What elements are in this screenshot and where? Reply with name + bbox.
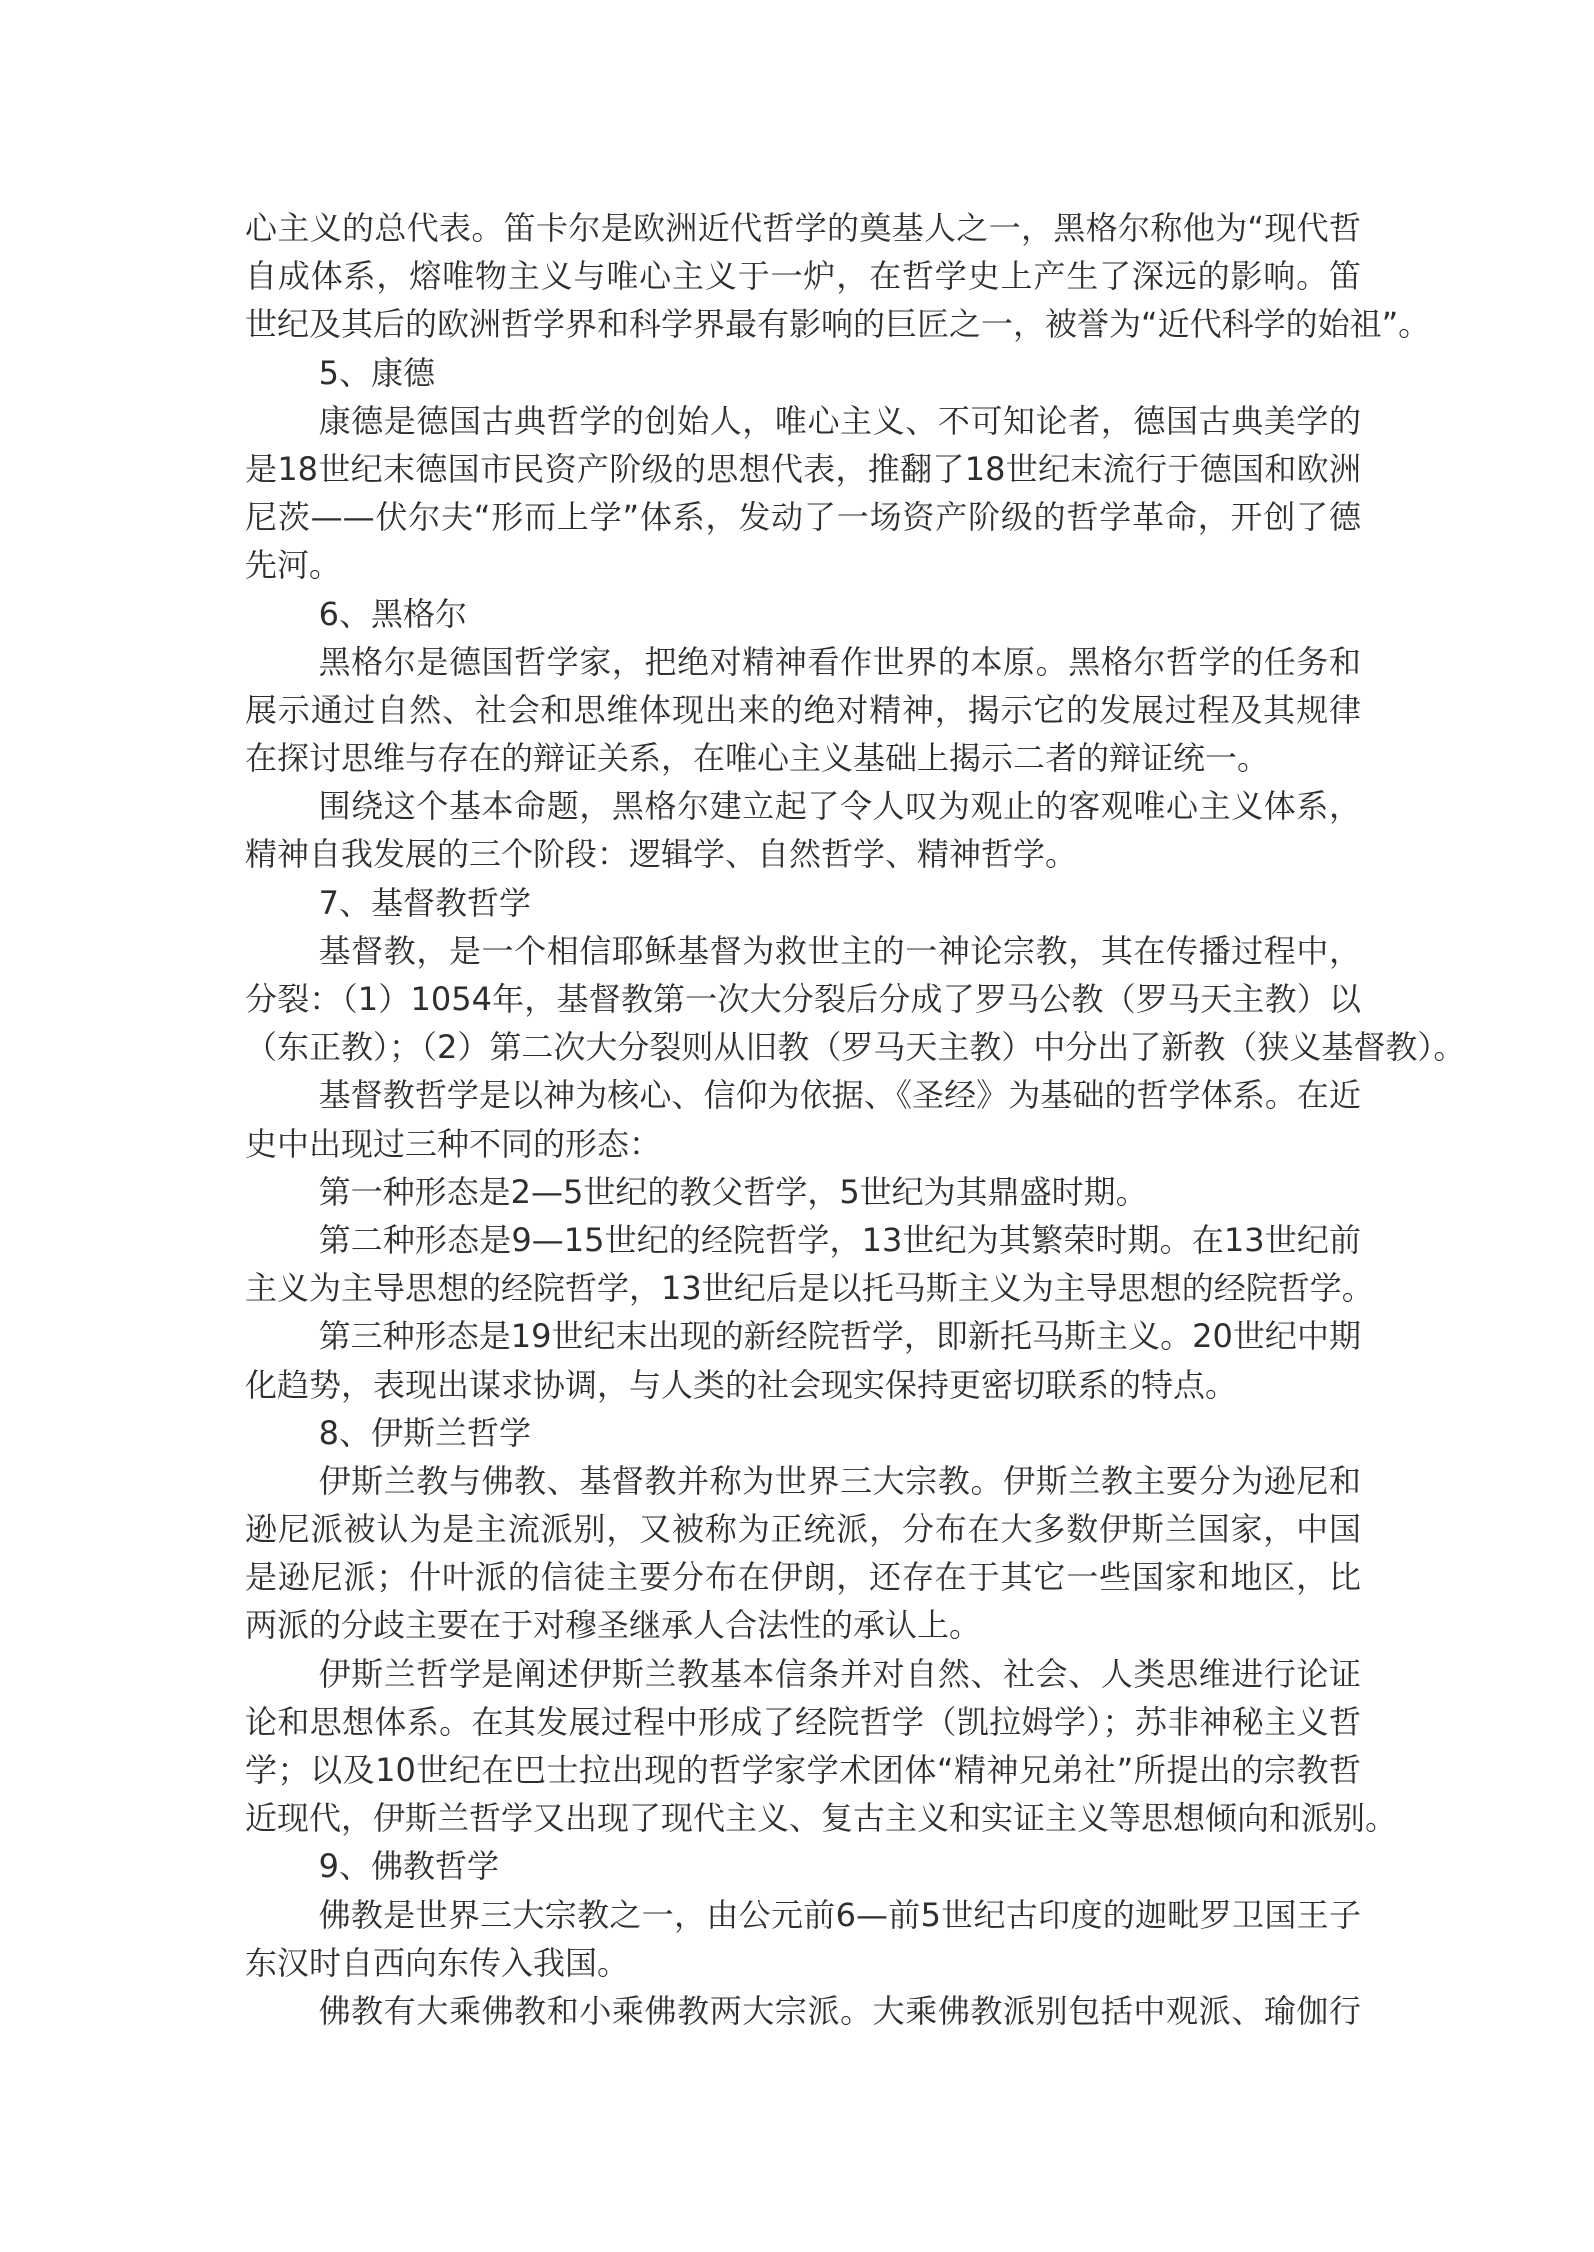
text-line: 基督教，是一个相信耶稣基督为救世主的一神论宗教，其在传播过程中， — [318, 931, 1361, 970]
paragraph — [245, 1071, 1361, 1167]
text-line: 两派的分歧主要在于对穆圣继承人合法性的承认上。 — [245, 1606, 982, 1645]
text-line: 伊斯兰哲学是阐述伊斯兰教基本信条并对自然、社会、人类思维进行论证 — [318, 1654, 1361, 1693]
paragraph — [245, 1457, 1361, 1650]
text-line: 东汉时自西向东传入我国。 — [245, 1943, 630, 1982]
text-line: 在探讨思维与存在的辩证关系，在唯心主义基础上揭示二者的辩证统一。 — [245, 739, 1270, 778]
text-line: 先河。 — [245, 546, 342, 585]
heading-text: 5、康德 — [318, 353, 435, 392]
text-line: 展示通过自然、社会和思维体现出来的绝对精神，揭示它的发展过程及其规律 — [245, 690, 1361, 729]
text-line: 佛教有大乘佛教和小乘佛教两大宗派。大乘佛教派别包括中观派、瑜伽行 — [318, 1991, 1361, 2030]
section-heading — [245, 349, 1361, 397]
section-heading — [245, 590, 1361, 638]
text-line: 尼茨——伏尔夫“形而上学”体系，发动了一场资产阶级的哲学革命，开创了德 — [245, 498, 1361, 537]
section-heading — [245, 1409, 1361, 1457]
paragraph — [245, 1650, 1398, 1843]
text-line: 分裂：（1）1054年，基督教第一次大分裂后分成了罗马公教（罗马天主教）以 — [245, 980, 1361, 1018]
paragraph — [245, 638, 1361, 783]
text-line: 史中出现过三种不同的形态： — [245, 1124, 662, 1163]
text-line: 第一种形态是2—5世纪的教父哲学，5世纪为其鼎盛时期。 — [318, 1172, 1148, 1211]
text-line: （东正教）；（2）第二次大分裂则从旧教（罗马天主教）中分出了新教（狭义基督教）。 — [245, 1028, 1466, 1067]
heading-text: 7、基督教哲学 — [318, 883, 531, 922]
text-line: 康德是德国古典哲学的创始人，唯心主义、不可知论者，德国古典美学的 — [318, 401, 1361, 440]
paragraph — [245, 1987, 1361, 2035]
text-line: 佛教是世界三大宗教之一，由公元前6—前5世纪古印度的迦毗罗卫国王子 — [318, 1895, 1361, 1934]
paragraph — [245, 1216, 1374, 1312]
paragraph — [245, 1168, 1361, 1216]
heading-text: 9、佛教哲学 — [318, 1847, 499, 1886]
text-line: 围绕这个基本命题，黑格尔建立起了令人叹为观止的客观唯心主义体系， — [318, 787, 1361, 826]
text-line: 心主义的总代表。笛卡尔是欧洲近代哲学的奠基人之一，黑格尔称他为“现代哲 — [245, 209, 1361, 247]
paragraph — [245, 1891, 1361, 1987]
text-line: 第二种形态是9—15世纪的经院哲学，13世纪为其繁荣时期。在13世纪前 — [318, 1220, 1361, 1259]
document-page — [245, 204, 1466, 2035]
text-line: 主义为主导思想的经院哲学，13世纪后是以托马斯主义为主导思想的经院哲学。 — [245, 1269, 1374, 1308]
text-line: 第三种形态是19世纪末出现的新经院哲学，即新托马斯主义。20世纪中期 — [318, 1317, 1361, 1356]
text-line: 基督教哲学是以神为核心、信仰为依据、《圣经》为基础的哲学体系。在近 — [318, 1076, 1361, 1115]
text-line: 是18世纪末德国市民资产阶级的思想代表，推翻了18世纪末流行于德国和欧洲 — [245, 449, 1361, 488]
paragraph — [245, 204, 1431, 349]
text-line: 逊尼派被认为是主流派别，又被称为正统派，分布在大多数伊斯兰国家，中国 — [245, 1510, 1361, 1549]
text-line: 论和思想体系。在其发展过程中形成了经院哲学（凯拉姆学）；苏非神秘主义哲 — [245, 1702, 1361, 1741]
text-line: 是逊尼派；什叶派的信徒主要分布在伊朗，还存在于其它一些国家和地区，比 — [245, 1558, 1361, 1597]
text-line: 黑格尔是德国哲学家，把绝对精神看作世界的本原。黑格尔哲学的任务和 — [318, 642, 1361, 681]
text-line: 世纪及其后的欧洲哲学界和科学界最有影响的巨匠之一，被誉为“近代科学的始祖”。 — [245, 305, 1431, 344]
text-line: 化趋势，表现出谋求协调，与人类的社会现实保持更密切联系的特点。 — [245, 1365, 1238, 1404]
section-heading — [245, 1842, 1361, 1890]
text-line: 精神自我发展的三个阶段：逻辑学、自然哲学、精神哲学。 — [245, 835, 1078, 874]
paragraph — [245, 1312, 1361, 1408]
text-line: 近现代，伊斯兰哲学又出现了现代主义、复古主义和实证主义等思想倾向和派别。 — [245, 1799, 1398, 1838]
text-line: 学；以及10世纪在巴士拉出现的哲学家学术团体“精神兄弟社”所提出的宗教哲 — [245, 1751, 1361, 1789]
paragraph — [245, 782, 1361, 878]
text-line: 自成体系，熔唯物主义与唯心主义于一炉，在哲学史上产生了深远的影响。笛 — [245, 257, 1361, 296]
paragraph — [245, 397, 1361, 590]
paragraph — [245, 927, 1466, 1072]
section-heading — [245, 879, 1361, 927]
text-line: 伊斯兰教与佛教、基督教并称为世界三大宗教。伊斯兰教主要分为逊尼和 — [318, 1461, 1361, 1500]
heading-text: 8、伊斯兰哲学 — [318, 1413, 531, 1452]
heading-text: 6、黑格尔 — [318, 594, 467, 633]
